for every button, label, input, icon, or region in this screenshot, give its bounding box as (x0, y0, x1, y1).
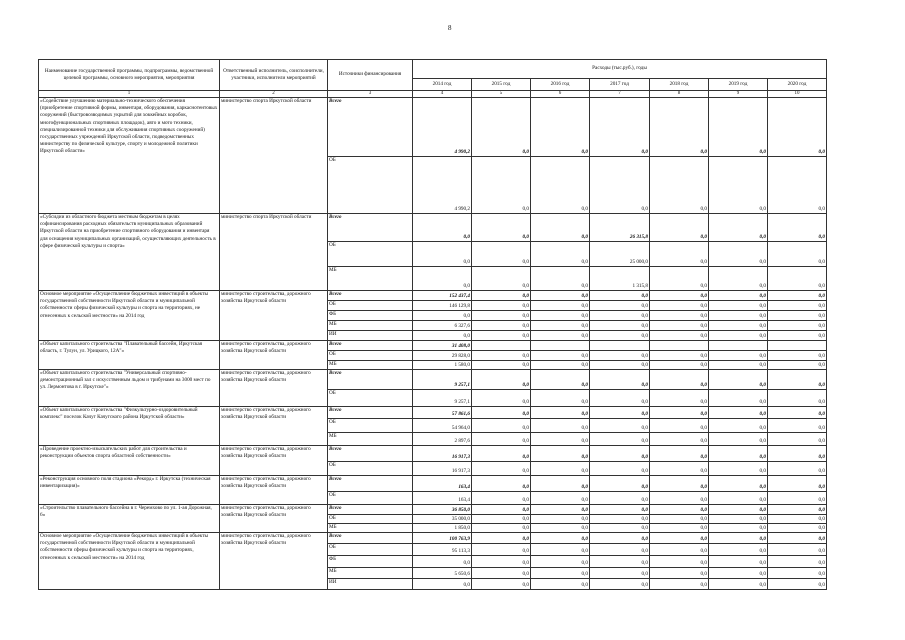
amount-cell: 0,0 (650, 157, 709, 214)
amount-cell: 0,0 (413, 267, 472, 291)
amount-cell: 0,0 (472, 267, 531, 291)
amount-cell: 0,0 (590, 524, 650, 533)
amount-cell: 0,0 (650, 419, 709, 433)
amount-cell: 0,0 (472, 361, 531, 370)
page-number: 8 (448, 24, 452, 32)
header-year: 2015 год (472, 79, 531, 91)
amount-cell: 35 000,0 (413, 515, 472, 524)
amount-cell: 0,0 (531, 331, 590, 341)
amount-cell: 0,0 (472, 462, 531, 476)
amount-cell: 0,0 (650, 267, 709, 291)
amount-cell: 0,0 (709, 351, 768, 361)
amount-cell: 0,0 (590, 462, 650, 476)
amount-cell: 0,0 (650, 476, 709, 492)
amount-cell (472, 341, 531, 351)
amount-cell: 100 763,9 (413, 533, 472, 544)
amount-cell: 0,0 (413, 242, 472, 267)
executor: министерство строительства, дорожного хозяйства Иркутской области (220, 505, 328, 533)
table-row (39, 446, 827, 462)
amount-cell: 0,0 (472, 242, 531, 267)
amount-cell: 0,0 (590, 351, 650, 361)
amount-cell: 0,0 (709, 568, 768, 579)
amount-cell: 0,0 (590, 515, 650, 524)
amount-cell: 0,0 (768, 98, 827, 157)
amount-cell: 0,0 (709, 361, 768, 370)
amount-cell: 0,0 (768, 568, 827, 579)
amount-cell: 0,0 (709, 370, 768, 390)
amount-cell: 0,0 (709, 544, 768, 556)
amount-cell: 0,0 (590, 390, 650, 407)
amount-cell: 0,0 (531, 407, 590, 419)
amount-cell: 6 327,6 (413, 321, 472, 331)
funding-source: Всего (328, 98, 413, 157)
funding-source: Всего (328, 505, 413, 515)
header-year: 2019 год (709, 79, 768, 91)
amount-cell: 0,0 (472, 505, 531, 515)
amount-cell: 0,0 (650, 351, 709, 361)
amount-cell: 0,0 (590, 301, 650, 311)
amount-cell: 0,0 (472, 301, 531, 311)
amount-cell: 9 257,1 (413, 370, 472, 390)
amount-cell: 0,0 (531, 476, 590, 492)
amount-cell: 0,0 (472, 331, 531, 341)
amount-cell: 0,0 (472, 515, 531, 524)
header-year: 2016 год (531, 79, 590, 91)
amount-cell: 0,0 (531, 242, 590, 267)
amount-cell: 0,0 (531, 579, 590, 590)
amount-cell: 0,0 (768, 361, 827, 370)
table-row (39, 291, 827, 301)
amount-cell: 0,0 (768, 476, 827, 492)
amount-cell: 0,0 (472, 579, 531, 590)
amount-cell: 0,0 (531, 214, 590, 242)
amount-cell: 0,0 (590, 476, 650, 492)
amount-cell: 0,0 (590, 433, 650, 446)
amount-cell: 0,0 (531, 433, 590, 446)
amount-cell: 0,0 (590, 370, 650, 390)
amount-cell: 0,0 (768, 321, 827, 331)
amount-cell: 0,0 (650, 462, 709, 476)
amount-cell: 0,0 (709, 390, 768, 407)
table-row (39, 505, 827, 515)
amount-cell: 152 437,4 (413, 291, 472, 301)
amount-cell: 0,0 (531, 390, 590, 407)
amount-cell: 0,0 (590, 556, 650, 568)
amount-cell: 0,0 (472, 433, 531, 446)
amount-cell: 0,0 (531, 321, 590, 331)
funding-source: Всего (328, 291, 413, 301)
executor: министерство строительства, дорожного хозяйства Иркутской области (220, 370, 328, 407)
amount-cell: 0,0 (472, 157, 531, 214)
funding-source: Всего (328, 533, 413, 544)
funding-source: ИИ (328, 331, 413, 341)
amount-cell: 0,0 (768, 462, 827, 476)
amount-cell: 0,0 (650, 407, 709, 419)
amount-cell: 25 000,0 (590, 242, 650, 267)
amount-cell: 0,0 (590, 492, 650, 505)
amount-cell: 0,0 (709, 515, 768, 524)
amount-cell: 0,0 (768, 433, 827, 446)
amount-cell: 0,0 (709, 157, 768, 214)
amount-cell: 2 897,6 (413, 433, 472, 446)
amount-cell: 0,0 (650, 98, 709, 157)
amount-cell: 0,0 (531, 446, 590, 462)
amount-cell: 0,0 (590, 311, 650, 321)
amount-cell: 0,0 (472, 492, 531, 505)
funding-source: Всего (328, 407, 413, 419)
column-index: 1 (39, 91, 220, 98)
column-index: 6 (531, 91, 590, 98)
amount-cell: 0,0 (709, 524, 768, 533)
amount-cell: 0,0 (768, 407, 827, 419)
amount-cell: 0,0 (531, 361, 590, 370)
amount-cell: 0,0 (650, 579, 709, 590)
amount-cell: 0,0 (768, 390, 827, 407)
activity-name: Основное мероприятие «Осуществление бюджетных инвестиций в объекты государственной собственности Иркутской области и муниципальной собственности сферы физической культуры и спорта на территориях, отнесенных к сельской местности» на 2014 год (39, 533, 220, 590)
amount-cell: 0,0 (709, 492, 768, 505)
amount-cell: 0,0 (768, 515, 827, 524)
amount-cell: 0,0 (413, 556, 472, 568)
amount-cell: 0,0 (590, 331, 650, 341)
amount-cell: 0,0 (531, 533, 590, 544)
amount-cell: 0,0 (472, 98, 531, 157)
header-year: 2018 год (650, 79, 709, 91)
amount-cell (709, 341, 768, 351)
amount-cell: 0,0 (531, 157, 590, 214)
amount-cell: 0,0 (472, 390, 531, 407)
amount-cell: 0,0 (650, 214, 709, 242)
amount-cell: 0,0 (768, 311, 827, 321)
activity-name: «Строительство плавательного бассейна в г. Черемхово по ул. 1-ая Дорожная, 6» (39, 505, 220, 533)
funding-source: ОБ (328, 157, 413, 214)
amount-cell: 0,0 (531, 370, 590, 390)
amount-cell: 0,0 (709, 556, 768, 568)
amount-cell: 0,0 (590, 157, 650, 214)
amount-cell: 0,0 (768, 556, 827, 568)
amount-cell: 4 990,2 (413, 98, 472, 157)
amount-cell: 0,0 (709, 533, 768, 544)
table-row (39, 341, 827, 351)
funding-source: Всего (328, 370, 413, 390)
amount-cell: 0,0 (531, 515, 590, 524)
funding-source: МБ (328, 568, 413, 579)
amount-cell: 0,0 (650, 544, 709, 556)
amount-cell: 0,0 (472, 351, 531, 361)
executor: министерство строительства, дорожного хозяйства Иркутской области (220, 533, 328, 590)
amount-cell: 0,0 (709, 505, 768, 515)
amount-cell: 0,0 (531, 351, 590, 361)
amount-cell: 0,0 (768, 157, 827, 214)
amount-cell: 146 129,8 (413, 301, 472, 311)
amount-cell: 0,0 (590, 533, 650, 544)
amount-cell: 0,0 (709, 267, 768, 291)
amount-cell: 0,0 (768, 242, 827, 267)
amount-cell: 0,0 (768, 524, 827, 533)
amount-cell: 0,0 (413, 214, 472, 242)
header-source: Источники финансирования (328, 60, 413, 91)
amount-cell: 0,0 (709, 433, 768, 446)
amount-cell: 0,0 (413, 579, 472, 590)
amount-cell: 0,0 (709, 462, 768, 476)
column-index: 4 (413, 91, 472, 98)
amount-cell: 0,0 (768, 214, 827, 242)
amount-cell: 0,0 (768, 331, 827, 341)
amount-cell: 4 990,2 (413, 157, 472, 214)
amount-cell: 0,0 (650, 446, 709, 462)
amount-cell: 9 257,1 (413, 390, 472, 407)
activity-name: «Содействие улучшению материально-технического обеспечения (приобретение спортивной формы, инвентаря, оборудования, каркаснотентовых сооружений (быстровозводимых укрытий для хоккейных коробок, многофункциональных спортивных площадок), авто и мото техники, специализированной техники для обслуживания спортивных сооружений) государственных учреждений Иркутской области, подведомственных министерству по физической культуре, спорту и молодежной политики Иркутской области» (39, 98, 220, 214)
amount-cell (590, 341, 650, 351)
amount-cell: 1 850,0 (413, 524, 472, 533)
amount-cell: 0,0 (650, 524, 709, 533)
column-index: 10 (768, 91, 827, 98)
funding-source: ОБ (328, 515, 413, 524)
amount-cell: 0,0 (709, 321, 768, 331)
amount-cell: 0,0 (650, 433, 709, 446)
executor: министерство строительства, дорожного хозяйства Иркутской области (220, 476, 328, 505)
amount-cell: 0,0 (590, 361, 650, 370)
amount-cell: 0,0 (768, 492, 827, 505)
activity-name: «Субсидии из областного бюджета местным бюджетам в целях софинансирования расходных обязательств муниципальных образований Иркутской области на приобретение спортивного оборудования и инвентаря для оснащения муниципальных организаций, осуществляющих деятельность в сфере физической культуры и спорта» (39, 214, 220, 291)
amount-cell (768, 341, 827, 351)
header-name: Наименование государственной программы, подпрограммы, ведомственной целевой программы, основного мероприятия, мероприятия (39, 60, 220, 91)
header-year: 2014 год (413, 79, 472, 91)
header-executor: Ответственный исполнитель, соисполнители, участники, исполнители мероприятий (220, 60, 328, 91)
amount-cell: 0,0 (709, 407, 768, 419)
activity-name: «Реконструкция основного поля стадиона «Рекорд» г. Иркутска (техническая инвентаризация)» (39, 476, 220, 505)
amount-cell: 0,0 (531, 462, 590, 476)
funding-source: ОБ (328, 242, 413, 267)
amount-cell: 0,0 (472, 291, 531, 301)
amount-cell: 54 964,0 (413, 419, 472, 433)
amount-cell: 0,0 (650, 505, 709, 515)
amount-cell: 0,0 (709, 214, 768, 242)
funding-source: ОБ (328, 492, 413, 505)
funding-source: ФБ (328, 556, 413, 568)
funding-source: МБ (328, 524, 413, 533)
activity-name: «Проведение проектно-изыскательских работ для строительства и реконструкции объектов спорта областной собственности» (39, 446, 220, 476)
expenses-table (38, 59, 827, 590)
amount-cell: 0,0 (472, 544, 531, 556)
amount-cell: 0,0 (531, 419, 590, 433)
amount-cell: 0,0 (768, 291, 827, 301)
amount-cell: 0,0 (472, 568, 531, 579)
amount-cell: 0,0 (768, 544, 827, 556)
executor: министерство строительства, дорожного хозяйства Иркутской области (220, 341, 328, 370)
executor: министерство строительства, дорожного хозяйства Иркутской области (220, 446, 328, 476)
amount-cell: 0,0 (472, 321, 531, 331)
amount-cell: 0,0 (472, 524, 531, 533)
amount-cell: 0,0 (531, 98, 590, 157)
table-row (39, 98, 827, 157)
amount-cell: 0,0 (709, 242, 768, 267)
amount-cell: 0,0 (590, 291, 650, 301)
amount-cell: 0,0 (650, 370, 709, 390)
amount-cell: 36 850,0 (413, 505, 472, 515)
amount-cell: 31 408,0 (413, 341, 472, 351)
amount-cell: 0,0 (590, 407, 650, 419)
amount-cell: 0,0 (650, 331, 709, 341)
column-index: 8 (650, 91, 709, 98)
amount-cell: 0,0 (768, 533, 827, 544)
amount-cell: 0,0 (768, 301, 827, 311)
amount-cell: 0,0 (709, 579, 768, 590)
executor: министерство строительства, дорожного хозяйства Иркутской области (220, 291, 328, 341)
table-row (39, 533, 827, 544)
funding-source: ОБ (328, 390, 413, 407)
executor: министерство спорта Иркутской области (220, 98, 328, 214)
amount-cell: 0,0 (531, 524, 590, 533)
column-index: 7 (590, 91, 650, 98)
amount-cell: 57 861,6 (413, 407, 472, 419)
amount-cell: 0,0 (709, 419, 768, 433)
header-year: 2020 год (768, 79, 827, 91)
funding-source: Всего (328, 446, 413, 462)
funding-source: ОБ (328, 301, 413, 311)
amount-cell: 0,0 (531, 492, 590, 505)
amount-cell: 0,0 (768, 419, 827, 433)
amount-cell: 16 917,3 (413, 462, 472, 476)
amount-cell: 0,0 (709, 311, 768, 321)
header-expenses: Расходы (тыс.руб.), годы (413, 60, 827, 79)
amount-cell: 0,0 (531, 544, 590, 556)
amount-cell: 0,0 (768, 579, 827, 590)
amount-cell: 0,0 (590, 579, 650, 590)
amount-cell: 0,0 (413, 331, 472, 341)
funding-source: ФБ (328, 311, 413, 321)
amount-cell: 0,0 (531, 267, 590, 291)
amount-cell: 0,0 (768, 446, 827, 462)
amount-cell: 0,0 (590, 544, 650, 556)
funding-source: МБ (328, 321, 413, 331)
column-index: 2 (220, 91, 328, 98)
amount-cell: 0,0 (531, 301, 590, 311)
header-year: 2017 год (590, 79, 650, 91)
amount-cell: 0,0 (472, 419, 531, 433)
amount-cell: 0,0 (590, 321, 650, 331)
funding-source: Всего (328, 214, 413, 242)
amount-cell: 16 917,3 (413, 446, 472, 462)
activity-name: «Объект капитального строительства "Физкультурно-оздоровительный комплекс" поселок Качуг Качугского района Иркутской области» (39, 407, 220, 446)
amount-cell: 0,0 (709, 446, 768, 462)
amount-cell: 0,0 (650, 568, 709, 579)
amount-cell: 0,0 (709, 476, 768, 492)
amount-cell: 0,0 (472, 370, 531, 390)
amount-cell: 0,0 (709, 301, 768, 311)
activity-name: Основное мероприятие «Осуществление бюджетных инвестиций в объекты государственной собственности Иркутской области и муниципальной собственности сферы физической культуры и спорта на территориях, не отнесенных к сельской местности» на 2014 год (39, 291, 220, 341)
executor: министерство спорта Иркутской области (220, 214, 328, 291)
amount-cell: 0,0 (590, 98, 650, 157)
amount-cell: 0,0 (650, 492, 709, 505)
amount-cell: 0,0 (650, 242, 709, 267)
funding-source: ИИ (328, 579, 413, 590)
amount-cell (531, 341, 590, 351)
amount-cell: 0,0 (531, 556, 590, 568)
amount-cell: 1 580,0 (413, 361, 472, 370)
amount-cell: 0,0 (531, 568, 590, 579)
funding-source: Всего (328, 341, 413, 351)
funding-source: ОБ (328, 462, 413, 476)
table-row (39, 476, 827, 492)
funding-source: ОБ (328, 419, 413, 433)
table-row (39, 407, 827, 419)
column-index: 5 (472, 91, 531, 98)
amount-cell: 29 828,0 (413, 351, 472, 361)
column-index: 9 (709, 91, 768, 98)
amount-cell: 0,0 (472, 476, 531, 492)
amount-cell: 0,0 (768, 267, 827, 291)
amount-cell: 0,0 (650, 361, 709, 370)
executor: министерство строительства, дорожного хозяйства Иркутской области (220, 407, 328, 446)
funding-source: МБ (328, 267, 413, 291)
amount-cell: 0,0 (590, 446, 650, 462)
amount-cell: 0,0 (650, 291, 709, 301)
amount-cell: 0,0 (709, 331, 768, 341)
amount-cell: 0,0 (472, 533, 531, 544)
table-row (39, 214, 827, 242)
amount-cell: 0,0 (650, 301, 709, 311)
amount-cell: 0,0 (590, 419, 650, 433)
amount-cell: 0,0 (650, 515, 709, 524)
amount-cell: 0,0 (531, 311, 590, 321)
amount-cell: 26 315,8 (590, 214, 650, 242)
amount-cell: 0,0 (650, 533, 709, 544)
amount-cell: 0,0 (650, 311, 709, 321)
table-row (39, 370, 827, 390)
amount-cell: 0,0 (768, 505, 827, 515)
activity-name: «Объект капитального строительства "Плавательный бассейн, Иркутская область, г. Тулун, ул. Урицкого, 12А"» (39, 341, 220, 370)
amount-cell: 0,0 (472, 407, 531, 419)
amount-cell: 0,0 (472, 214, 531, 242)
amount-cell: 0,0 (650, 556, 709, 568)
funding-source: МБ (328, 433, 413, 446)
amount-cell: 163,4 (413, 476, 472, 492)
amount-cell: 0,0 (413, 311, 472, 321)
amount-cell: 0,0 (472, 446, 531, 462)
amount-cell: 0,0 (472, 556, 531, 568)
amount-cell: 0,0 (709, 291, 768, 301)
amount-cell: 0,0 (709, 98, 768, 157)
amount-cell (650, 341, 709, 351)
table-body (39, 98, 827, 590)
funding-source: ОБ (328, 544, 413, 556)
amount-cell: 0,0 (531, 291, 590, 301)
amount-cell: 95 113,3 (413, 544, 472, 556)
amount-cell: 0,0 (531, 505, 590, 515)
amount-cell: 5 650,6 (413, 568, 472, 579)
funding-source: ОБ (328, 351, 413, 361)
amount-cell: 0,0 (590, 568, 650, 579)
amount-cell: 0,0 (768, 370, 827, 390)
funding-source: Всего (328, 476, 413, 492)
funding-source: МБ (328, 361, 413, 370)
activity-name: «Объект капитального строительства "Универсальный спортивно-демонстрационный зал с искусственным льдом и трибунами на 3000 мест по ул. Лермонтова в г. Иркутске"» (39, 370, 220, 407)
amount-cell: 0,0 (650, 390, 709, 407)
amount-cell: 1 315,8 (590, 267, 650, 291)
amount-cell: 0,0 (650, 321, 709, 331)
amount-cell: 0,0 (768, 351, 827, 361)
amount-cell: 0,0 (590, 505, 650, 515)
amount-cell: 0,0 (472, 311, 531, 321)
column-index: 3 (328, 91, 413, 98)
amount-cell: 163,4 (413, 492, 472, 505)
